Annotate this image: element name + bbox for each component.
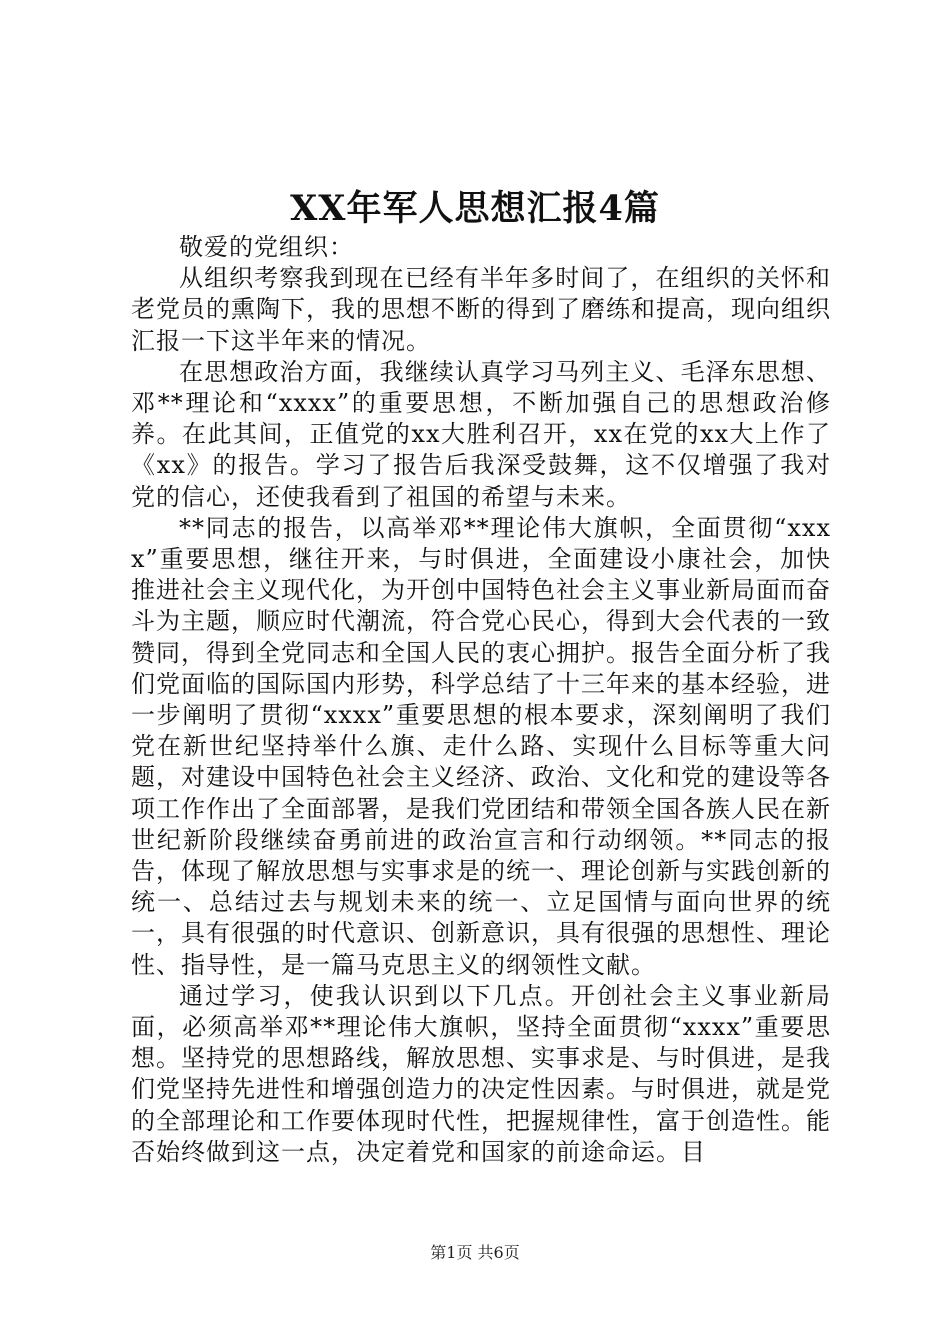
paragraph-2: 在思想政治方面，我继续认真学习马列主义、毛泽东思想、邓**理论和“xxxx”的重要思想，不断加强自己的思想政治修养。在此其间，正值党的xx大胜利召开，xx在党的xx大上作了《xx》的报告。学习了报告后我深受鼓舞，这不仅增强了我对党的信心，还使我看到了祖国的希望与未来。 (131, 357, 831, 511)
paragraph-4: 通过学习，使我认识到以下几点。开创社会主义事业新局面，必须高举邓**理论伟大旗帜，坚持全面贯彻“xxxx”重要思想。坚持党的思想路线，解放思想、实事求是、与时俱进，是我们党坚持先进性和增强创造力的决定性因素。与时俱进，就是党的全部理论和工作要体现时代性，把握规律性，富于创造性。能否始终做到这一点，决定着党和国家的前途命运。目 (131, 981, 831, 1166)
document-body (131, 232, 831, 1168)
paragraph-3: **同志的报告，以高举邓**理论伟大旗帜，全面贯彻“xxxx”重要思想，继往开来，与时俱进，全面建设小康社会，加快推进社会主义现代化，为开创中国特色社会主义事业新局面而奋斗为主题，顺应时代潮流，符合党心民心，得到大会代表的一致赞同，得到全党同志和全国人民的衷心拥护。报告全面分析了我们党面临的国际国内形势，科学总结了十三年来的基本经验，进一步阐明了贯彻“xxxx”重要思想的根本要求，深刻阐明了我们党在新世纪坚持举什么旗、走什么路、实现什么目标等重大问题，对建设中国特色社会主义经济、政治、文化和党的建设等各项工作作出了全面部署，是我们党团结和带领全国各族人民在新世纪新阶段继续奋勇前进的政治宣言和行动纲领。**同志的报告，体现了解放思想与实事求是的统一、理论创新与实践创新的统一、总结过去与规划未来的统一、立足国情与面向世界的统一，具有很强的时代意识、创新意识，具有很强的思想性、理论性、指导性，是一篇马克思主义的纲领性文献。 (131, 513, 831, 979)
document-title: XX年军人思想汇报4篇 (290, 188, 660, 229)
paragraph-1: 从组织考察我到现在已经有半年多时间了，在组织的关怀和老党员的熏陶下，我的思想不断的得到了磨练和提高，现向组织汇报一下这半年来的情况。 (131, 264, 831, 355)
page-footer: 第1页 共6页 (430, 1243, 520, 1262)
salutation: 敬爱的党组织： (179, 233, 354, 261)
